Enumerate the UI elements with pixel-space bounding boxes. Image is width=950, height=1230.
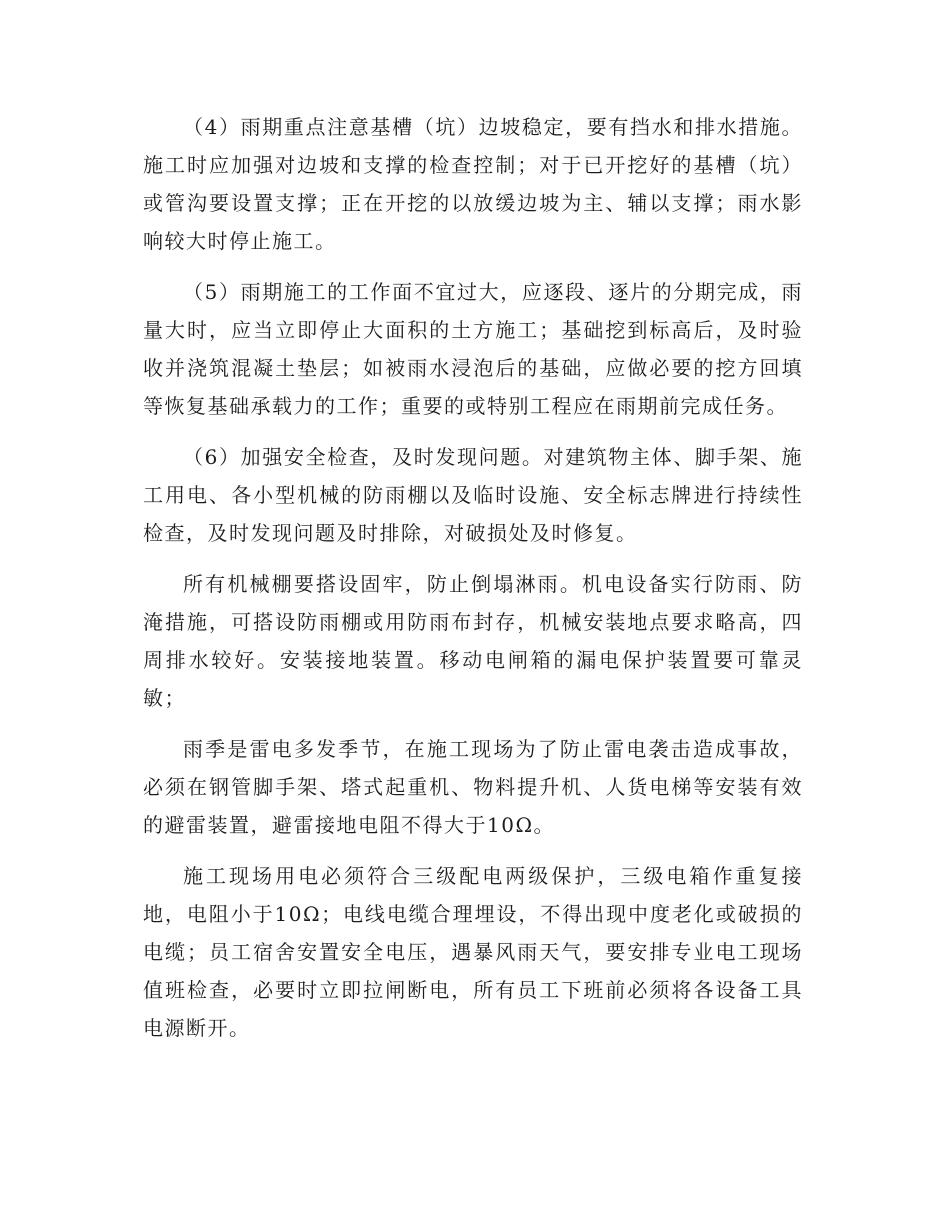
paragraph-safety-inspection: （6）加强安全检查，及时发现问题。对建筑物主体、脚手架、施工用电、各小型机械的防雨棚以及临时设施、安全标志牌进行持续性检查，及时发现问题及时排除，对破损处及时修复。 — [143, 445, 803, 545]
document-body — [143, 108, 803, 1060]
paragraph-rain-excavation-slope: （4）雨期重点注意基槽（坑）边坡稳定，要有挡水和排水措施。施工时应加强对边坡和支撑的检查控制；对于已开挖好的基槽（坑）或管沟要设置支撑；正在开挖的以放缓边坡为主、辅以支撑；雨水影响较大时停止施工。 — [143, 115, 803, 253]
paragraph-site-electricity: 施工现场用电必须符合三级配电两级保护，三级电箱作重复接地，电阻小于10Ω；电线电缆合理埋设，不得出现中度老化或破损的电缆；员工宿舍安置安全电压，遇暴风雨天气，要安排专业电工现场值班检查，必要时立即拉闸断电，所有员工下班前必须将各设备工具电源断开。 — [143, 864, 803, 1040]
paragraph-lightning-protection: 雨季是雷电多发季节，在施工现场为了防止雷电袭击造成事故，必须在钢管脚手架、塔式起重机、物料提升机、人货电梯等安装有效的避雷装置，避雷接地电阻不得大于10Ω。 — [143, 737, 803, 837]
paragraph-machinery-sheds: 所有机械棚要搭设固牢，防止倒塌淋雨。机电设备实行防雨、防淹措施，可搭设防雨棚或用防雨布封存，机械安装地点要求略高，四周排水较好。安装接地装置。移动电闸箱的漏电保护装置要可靠灵敏； — [143, 572, 803, 710]
paragraph-rain-work-surface: （5）雨期施工的工作面不宜过大，应逐段、逐片的分期完成，雨量大时，应当立即停止大面积的土方施工；基础挖到标高后，及时验收并浇筑混凝土垫层；如被雨水浸泡后的基础，应做必要的挖方回填等恢复基础承载力的工作；重要的或特别工程应在雨期前完成任务。 — [143, 280, 803, 418]
